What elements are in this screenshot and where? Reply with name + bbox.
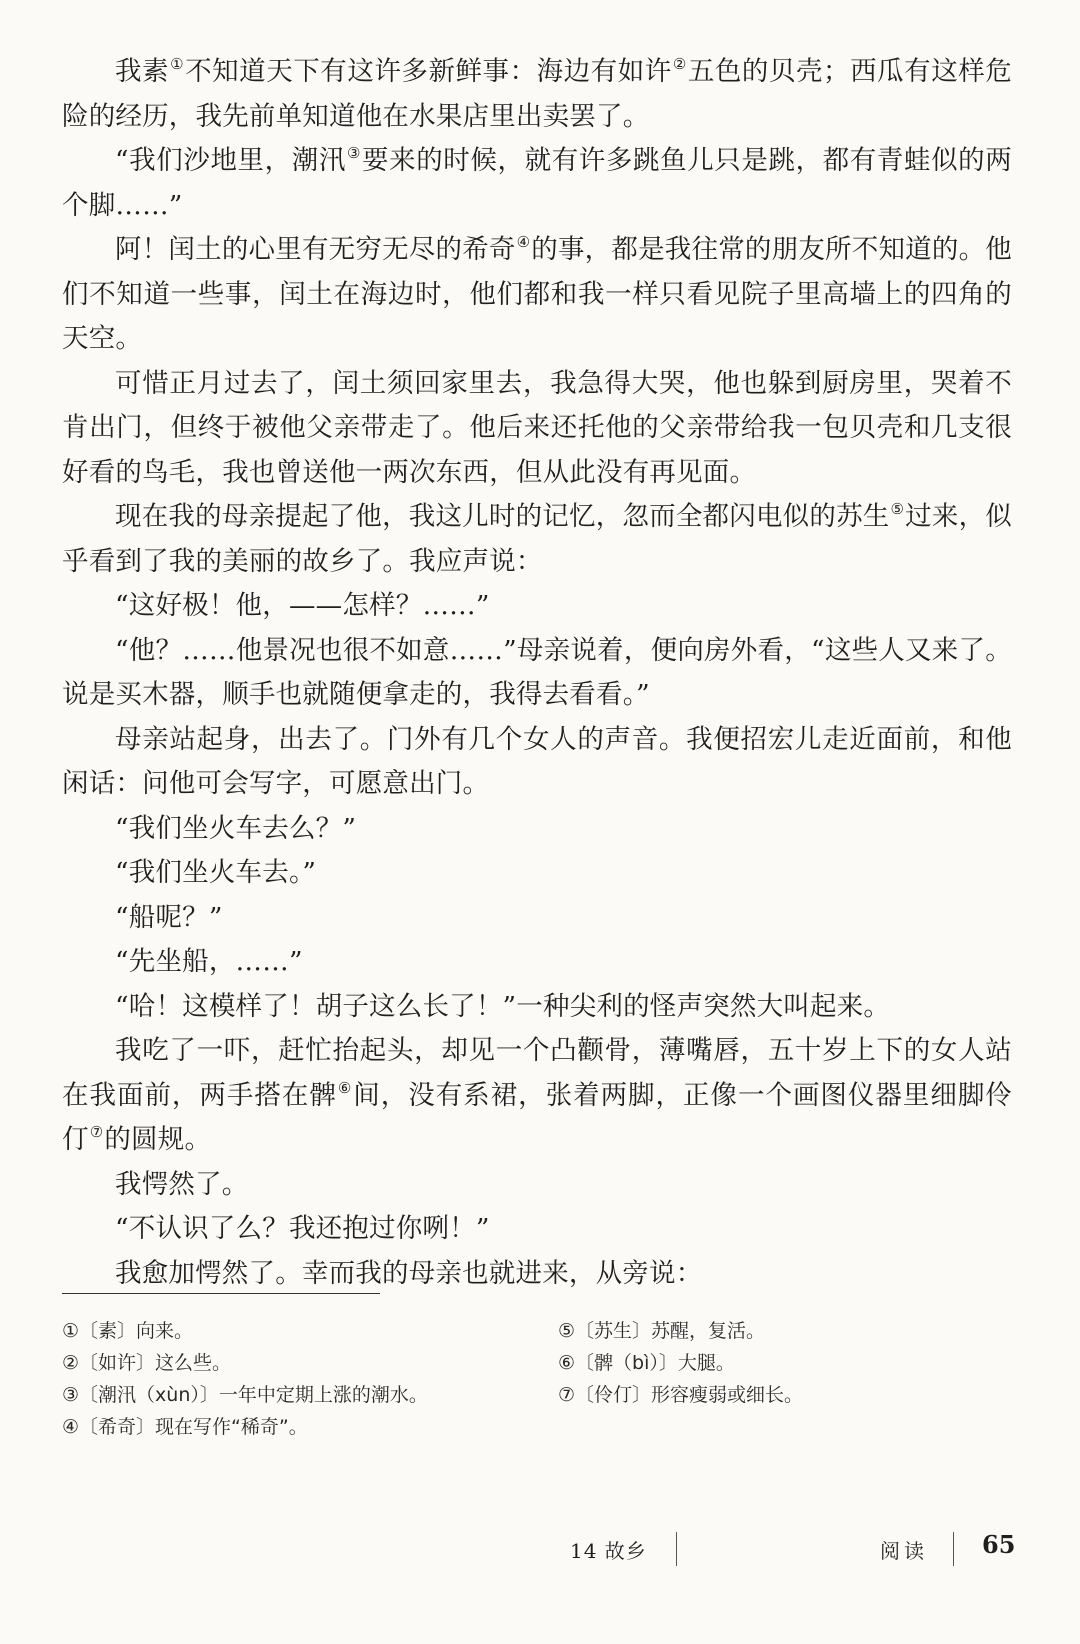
footnotes-left-column <box>62 1315 532 1443</box>
paragraph <box>62 1029 1012 1163</box>
text-run: “我们坐火车去么？” <box>115 812 357 844</box>
text-run: 我愈加愕然了。幸而我的母亲也就进来，从旁说： <box>115 1257 703 1289</box>
footer-chapter-title: 14 故乡 <box>570 1539 647 1563</box>
text-run: 我素 <box>115 56 170 87</box>
paragraph <box>62 629 1012 718</box>
footnote-item: ②〔如许〕这么些。 <box>62 1352 232 1374</box>
footnote-item: ③〔潮汛（xùn）〕一年中定期上涨的潮水。 <box>62 1384 428 1406</box>
paragraph <box>62 495 1012 584</box>
text-run: 现在我的母亲提起了他，我这儿时的记忆，忽而全都闪电似的苏生 <box>115 501 890 532</box>
text-run: 母亲站起身，出去了。门外有几个女人的声音。我便招宏儿走近面前，和他闲话：问他可会写字，可愿意出门。 <box>62 723 1012 799</box>
paragraph <box>62 1207 1012 1252</box>
paragraph <box>62 584 1012 629</box>
text-run: 阿！闰土的心里有无穷无尽的希奇 <box>115 234 516 265</box>
text-run: 的圆规。 <box>104 1124 212 1155</box>
footnote-divider <box>62 1293 380 1294</box>
text-run: “哈！这模样了！胡子这么长了！”一种尖利的怪声突然大叫起来。 <box>115 990 891 1022</box>
paragraph <box>62 851 1012 896</box>
text-run: “不认识了么？我还抱过你咧！” <box>115 1213 490 1244</box>
paragraph <box>62 896 1012 941</box>
paragraph <box>62 362 1012 496</box>
paragraph <box>62 1163 1012 1208</box>
footnote-marker: ⑥ <box>337 1078 353 1097</box>
text-run: “他？……他景况也很不如意……”母亲说着，便向房外看，“这些人又来了。说是买木器，顺手也就随便拿走的，我得去看看。” <box>62 634 1012 710</box>
footer-section-label: 阅读 <box>880 1539 928 1563</box>
text-run: “我们坐火车去。” <box>115 857 317 888</box>
footnote-marker: ② <box>672 55 687 73</box>
footnote-item: ⑤〔苏生〕苏醒，复活。 <box>558 1320 766 1342</box>
text-run: 不知道天下有这许多新鲜事：海边有如许 <box>185 56 672 87</box>
paragraph <box>62 50 1012 139</box>
text-run: 我吃了一吓，赶忙抬起头，却见一个凸颧骨，薄嘴唇，五十岁上下的女人站在我面前，两手搭在髀 <box>62 1035 1012 1111</box>
footnote-item: ⑦〔伶仃〕形容瘦弱或细长。 <box>558 1384 804 1406</box>
text-run: “这好极！他，——怎样？……” <box>115 590 490 621</box>
paragraph <box>62 940 1012 985</box>
text-run: “我们沙地里，潮汛 <box>115 145 346 176</box>
paragraph <box>62 1252 1012 1297</box>
footnote-marker: ① <box>170 55 185 73</box>
footnote-marker: ③ <box>346 144 361 162</box>
footnote-marker: ④ <box>516 233 531 251</box>
text-run: 可惜正月过去了，闰土须回家里去，我急得大哭，他也躲到厨房里，哭着不肯出门，但终于被他父亲带走了。他后来还托他的父亲带给我一包贝壳和几支很好看的鸟毛，我也曾送他一两次东西，但从此没有再见面。 <box>62 367 1012 488</box>
text-run: 过来，似乎看到了我的美丽的故乡了。我应声说： <box>62 501 1012 577</box>
text-run: “船呢？” <box>115 901 223 933</box>
footnote-item: ④〔希奇〕现在写作“稀奇”。 <box>62 1416 308 1438</box>
footer-divider <box>953 1532 954 1566</box>
text-run: 我愕然了。 <box>115 1168 249 1200</box>
paragraph <box>62 718 1012 807</box>
footnote-marker: ⑦ <box>89 1123 104 1141</box>
text-run: 间，没有系裙，张着两脚，正像一个画图仪器里细脚伶仃 <box>62 1079 1012 1155</box>
text-run: 五色的贝壳；西瓜有这样危险的经历，我先前单知道他在水果店里出卖罢了。 <box>62 56 1012 132</box>
text-run: 要来的时候，就有许多跳鱼儿只是跳，都有青蛙似的两个脚……” <box>62 145 1012 221</box>
text-run: 的事，都是我往常的朋友所不知道的。他们不知道一些事，闰土在海边时，他们都和我一样只看见院子里高墙上的四角的天空。 <box>62 234 1012 354</box>
footnote-item: ①〔素〕向来。 <box>62 1320 194 1342</box>
main-text <box>62 50 1012 1296</box>
page-number: 65 <box>982 1530 1016 1559</box>
text-run: “先坐船，……” <box>115 946 303 977</box>
footer-divider <box>676 1532 677 1566</box>
paragraph <box>62 228 1012 362</box>
paragraph <box>62 139 1012 228</box>
footnote-item: ⑥〔髀（bì）〕大腿。 <box>558 1352 735 1374</box>
paragraph <box>62 985 1012 1030</box>
footnote-marker: ⑤ <box>890 500 905 518</box>
paragraph <box>62 807 1012 852</box>
footnotes-right-column <box>558 1315 1028 1411</box>
